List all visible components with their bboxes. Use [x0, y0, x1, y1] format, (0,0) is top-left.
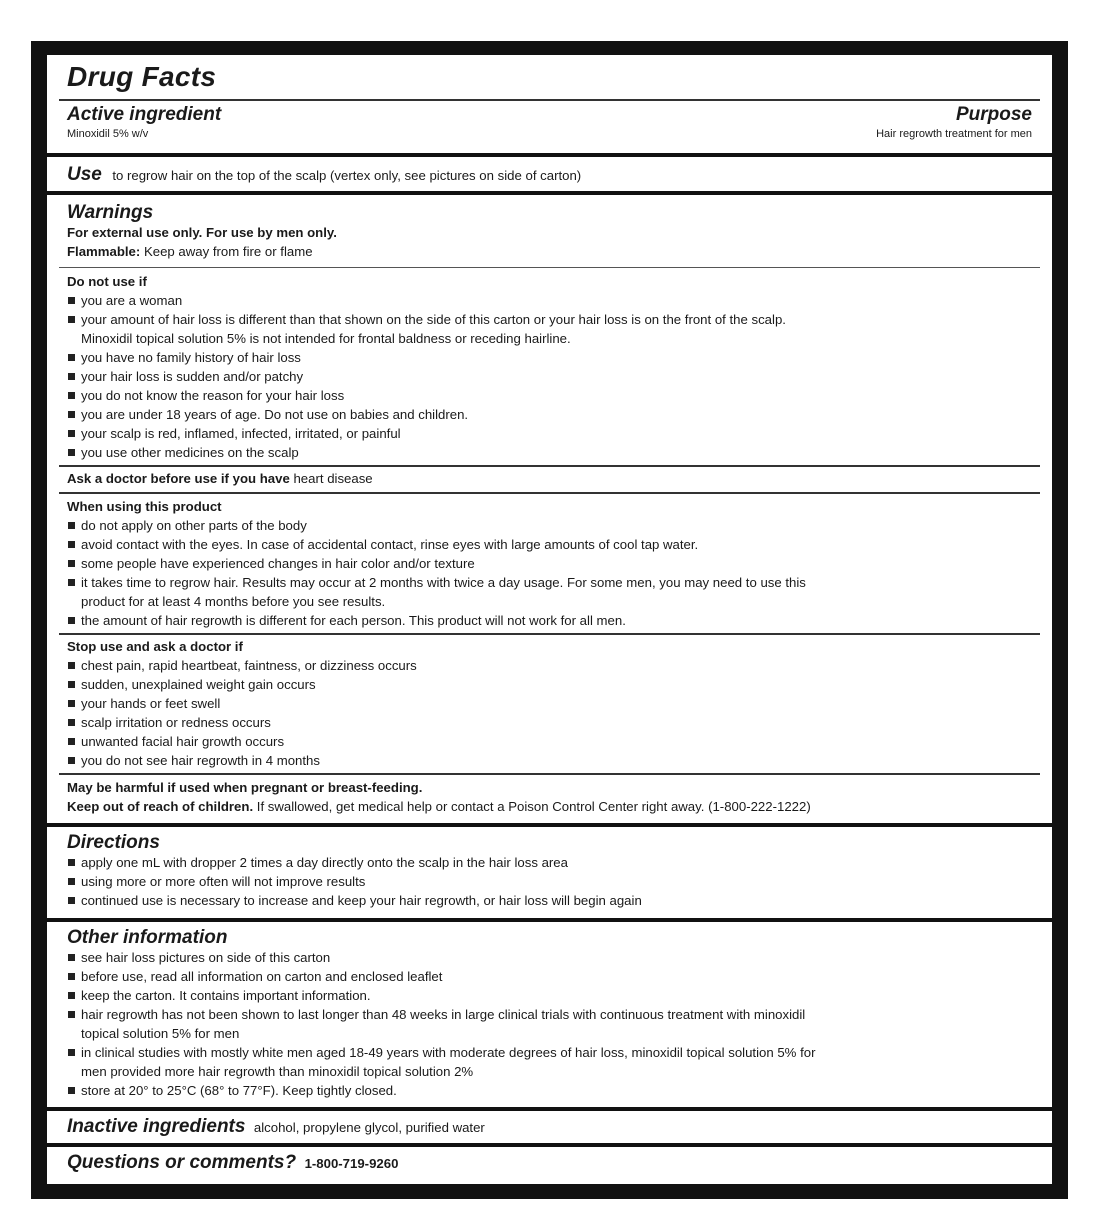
list-item: some people have experienced changes in hair color and/or texture	[67, 554, 1032, 573]
list-item: using more or more often will not improve results	[67, 872, 1032, 891]
directions-section	[67, 833, 1032, 910]
inactive-ingredients-heading: Inactive ingredients	[67, 1116, 246, 1137]
list-item: continued use is necessary to increase and keep your hair regrowth, or hair loss will begin again	[67, 891, 1032, 910]
list-item: you have no family history of hair loss	[67, 348, 1032, 367]
list-item: keep the carton. It contains important information.	[67, 986, 1032, 1005]
do-not-use-heading: Do not use if	[67, 274, 147, 289]
active-ingredient-name: Minoxidil 5% w/v	[67, 128, 149, 140]
list-item: see hair loss pictures on side of this carton	[67, 948, 1032, 967]
list-item: you use other medicines on the scalp	[67, 443, 1032, 462]
directions-heading: Directions	[67, 832, 160, 853]
other-information-heading: Other information	[67, 927, 228, 948]
ask-doctor-section	[67, 469, 1032, 488]
pregnancy-warning: May be harmful if used when pregnant or breast-feeding.	[67, 780, 423, 795]
list-item: in clinical studies with mostly white men aged 18-49 years with moderate degrees of hair loss, minoxidil topical solution 5% for men provided more hair regrowth than minoxidil topical solution 2%	[67, 1043, 1032, 1081]
warnings-external-use: For external use only. For use by men only.	[67, 225, 337, 240]
section-bar	[47, 918, 1052, 922]
divider	[59, 773, 1040, 775]
inactive-ingredients-section	[67, 1117, 1032, 1137]
stop-use-section	[67, 637, 1032, 770]
list-item: your amount of hair loss is different than that shown on the side of this carton or your hair loss is on the front of the scalp. Minoxidil topical solution 5% is not intended for frontal baldness or receding hairline.	[67, 310, 1032, 348]
divider	[59, 633, 1040, 635]
list-item: apply one mL with dropper 2 times a day directly onto the scalp in the hair loss area	[67, 853, 1032, 872]
section-bar	[47, 191, 1052, 195]
purpose-heading: Purpose	[955, 104, 1032, 125]
drug-facts-panel	[45, 53, 1054, 1186]
stop-use-heading: Stop use and ask a doctor if	[67, 639, 243, 654]
list-item: unwanted facial hair growth occurs	[67, 732, 1032, 751]
list-item: before use, read all information on carton and enclosed leaflet	[67, 967, 1032, 986]
divider	[59, 99, 1040, 101]
list-item: you do not know the reason for your hair loss	[67, 386, 1032, 405]
list-item: scalp irritation or redness occurs	[67, 713, 1032, 732]
active-ingredient-purpose: Hair regrowth treatment for men	[876, 128, 1032, 140]
section-bar	[47, 1107, 1052, 1111]
when-using-heading: When using this product	[67, 499, 222, 514]
questions-phone: 1-800-719-9260	[304, 1156, 399, 1171]
list-item: your scalp is red, inflamed, infected, irritated, or painful	[67, 424, 1032, 443]
divider	[59, 267, 1040, 268]
flammable-text: Keep away from fire or flame	[143, 244, 313, 259]
active-ingredient-heading: Active ingredient	[67, 104, 222, 125]
keep-out-label: Keep out of reach of children.	[67, 799, 254, 814]
ask-doctor-label: Ask a doctor before use if you have	[67, 471, 290, 486]
list-item: you are a woman	[67, 291, 1032, 310]
pregnancy-section	[67, 778, 1032, 816]
list-item: it takes time to regrow hair. Results may occur at 2 months with twice a day usage. For some men, you may need to use this product for at least 4 months before you see results.	[67, 573, 1032, 611]
warnings-heading: Warnings	[67, 202, 154, 223]
active-ingredient-section	[67, 105, 1032, 141]
do-not-use-section	[67, 272, 1032, 462]
list-item: do not apply on other parts of the body	[67, 516, 1032, 535]
use-text: to regrow hair on the top of the scalp (vertex only, see pictures on side of carton)	[112, 168, 582, 183]
divider	[59, 465, 1040, 467]
list-item: you do not see hair regrowth in 4 months	[67, 751, 1032, 770]
inactive-ingredients-text: alcohol, propylene glycol, purified water	[253, 1120, 485, 1135]
list-item: chest pain, rapid heartbeat, faintness, or dizziness occurs	[67, 656, 1032, 675]
when-using-section	[67, 497, 1032, 630]
warnings-section	[67, 203, 1032, 261]
ask-doctor-text: heart disease	[293, 471, 373, 486]
keep-out-text: If swallowed, get medical help or contact a Poison Control Center right away. (1-800-222-1222)	[256, 799, 811, 814]
questions-heading: Questions or comments?	[67, 1152, 297, 1173]
list-item: avoid contact with the eyes. In case of accidental contact, rinse eyes with large amounts of cool tap water.	[67, 535, 1032, 554]
divider	[59, 492, 1040, 494]
questions-section	[67, 1153, 1032, 1173]
list-item: your hands or feet swell	[67, 694, 1032, 713]
use-section	[67, 165, 1032, 185]
flammable-label: Flammable:	[67, 244, 141, 259]
list-item: hair regrowth has not been shown to last longer than 48 weeks in large clinical trials with continuous treatment with minoxidil topical solution 5% for men	[67, 1005, 1032, 1043]
drug-facts-title: Drug Facts	[67, 61, 217, 92]
list-item: the amount of hair regrowth is different for each person. This product will not work for all men.	[67, 611, 1032, 630]
drug-facts-label	[31, 41, 1068, 1199]
section-bar	[47, 823, 1052, 827]
section-bar	[47, 1143, 1052, 1147]
other-information-section	[67, 928, 1032, 1100]
use-heading: Use	[67, 164, 102, 185]
list-item: your hair loss is sudden and/or patchy	[67, 367, 1032, 386]
list-item: store at 20° to 25°C (68° to 77°F). Keep tightly closed.	[67, 1081, 1032, 1100]
list-item: you are under 18 years of age. Do not use on babies and children.	[67, 405, 1032, 424]
list-item: sudden, unexplained weight gain occurs	[67, 675, 1032, 694]
section-bar	[47, 153, 1052, 157]
